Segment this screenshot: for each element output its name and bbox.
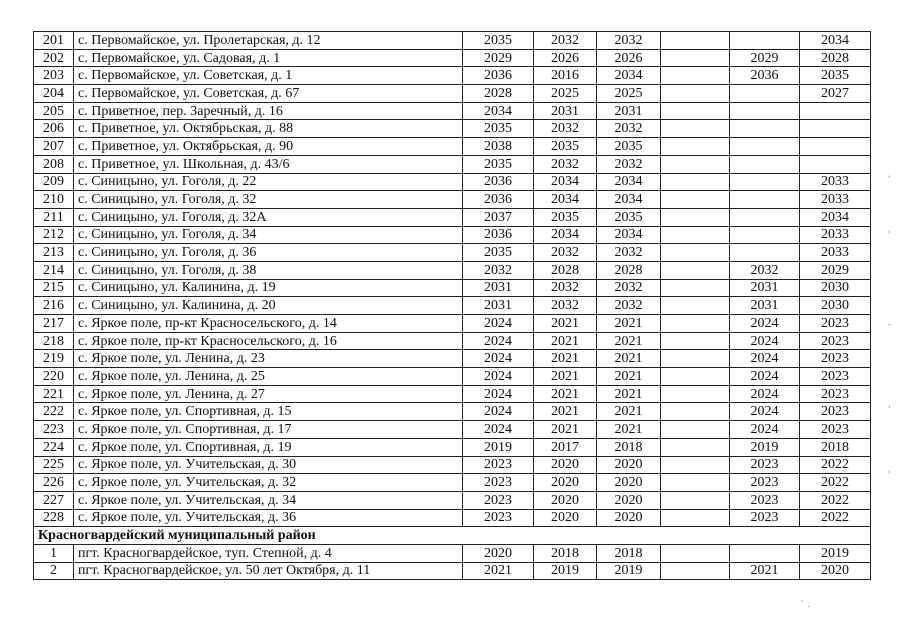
- year-cell: 2021: [534, 332, 597, 350]
- year-cell: 2018: [800, 438, 871, 456]
- year-cell: [661, 49, 730, 67]
- year-cell: 2032: [534, 32, 597, 50]
- year-cell: 2035: [463, 244, 534, 262]
- table-row: [34, 491, 871, 509]
- table-row: [34, 544, 871, 562]
- address-cell: пгт. Красногвардейское, туп. Степной, д. 4: [74, 544, 463, 562]
- year-cell: 2034: [800, 208, 871, 226]
- year-cell: [661, 315, 730, 333]
- year-cell: 2025: [534, 85, 597, 103]
- row-number: 220: [34, 368, 74, 386]
- year-cell: 2021: [534, 385, 597, 403]
- row-number: 207: [34, 138, 74, 156]
- year-cell: [730, 32, 800, 50]
- year-cell: 2021: [534, 350, 597, 368]
- year-cell: [730, 226, 800, 244]
- address-cell: с. Синицыно, ул. Гоголя, д. 34: [74, 226, 463, 244]
- year-cell: 2022: [800, 509, 871, 527]
- row-number: 202: [34, 49, 74, 67]
- year-cell: [661, 421, 730, 439]
- address-cell: с. Яркое поле, ул. Учительская, д. 34: [74, 491, 463, 509]
- address-cell: с. Яркое поле, ул. Ленина, д. 27: [74, 385, 463, 403]
- year-cell: 2019: [800, 544, 871, 562]
- table-row: [34, 385, 871, 403]
- year-cell: 2017: [534, 438, 597, 456]
- year-cell: [661, 155, 730, 173]
- scan-mark: ': [888, 230, 891, 240]
- year-cell: 2033: [800, 244, 871, 262]
- year-cell: 2034: [597, 226, 661, 244]
- year-cell: 2023: [800, 403, 871, 421]
- address-cell: с. Приветное, ул. Школьная, д. 43/6: [74, 155, 463, 173]
- year-cell: 2027: [800, 85, 871, 103]
- year-cell: 2024: [463, 350, 534, 368]
- year-cell: 2023: [800, 421, 871, 439]
- year-cell: 2031: [597, 102, 661, 120]
- address-cell: с. Синицыно, ул. Гоголя, д. 32: [74, 191, 463, 209]
- year-cell: 2029: [463, 49, 534, 67]
- year-cell: 2020: [463, 544, 534, 562]
- row-number: 211: [34, 208, 74, 226]
- year-cell: 2024: [463, 368, 534, 386]
- year-cell: 2034: [534, 226, 597, 244]
- table-row: [34, 155, 871, 173]
- year-cell: 2023: [800, 385, 871, 403]
- row-number: 2: [34, 562, 74, 580]
- year-cell: [730, 120, 800, 138]
- year-cell: [661, 102, 730, 120]
- year-cell: 2032: [463, 261, 534, 279]
- table-row: [34, 102, 871, 120]
- table-row: [34, 32, 871, 50]
- section-title: Красногвардейский муниципальный район: [34, 527, 871, 545]
- table-row: [34, 261, 871, 279]
- year-cell: [730, 102, 800, 120]
- address-cell: с. Первомайское, ул. Советская, д. 67: [74, 85, 463, 103]
- year-cell: 2020: [597, 474, 661, 492]
- table-row: [34, 474, 871, 492]
- year-cell: [661, 173, 730, 191]
- table-row: [34, 85, 871, 103]
- row-number: 221: [34, 385, 74, 403]
- year-cell: 2023: [730, 509, 800, 527]
- year-cell: 2024: [730, 332, 800, 350]
- year-cell: 2020: [800, 562, 871, 580]
- year-cell: [661, 474, 730, 492]
- year-cell: [661, 85, 730, 103]
- year-cell: [661, 491, 730, 509]
- year-cell: 2023: [800, 315, 871, 333]
- address-cell: с. Яркое поле, ул. Ленина, д. 23: [74, 350, 463, 368]
- year-cell: 2019: [534, 562, 597, 580]
- row-number: 209: [34, 173, 74, 191]
- address-cell: пгт. Красногвардейское, ул. 50 лет Октября, д. 11: [74, 562, 463, 580]
- year-cell: 2020: [534, 491, 597, 509]
- year-cell: 2023: [730, 474, 800, 492]
- year-cell: [730, 208, 800, 226]
- address-cell: с. Синицыно, ул. Калинина, д. 19: [74, 279, 463, 297]
- row-number: 227: [34, 491, 74, 509]
- table-row: [34, 138, 871, 156]
- year-cell: 2035: [463, 32, 534, 50]
- scan-mark: ': [888, 175, 891, 185]
- year-cell: 2035: [463, 120, 534, 138]
- year-cell: 2023: [463, 491, 534, 509]
- year-cell: 2024: [730, 350, 800, 368]
- section-header-row: [34, 527, 871, 545]
- year-cell: 2036: [463, 226, 534, 244]
- year-cell: 2020: [534, 509, 597, 527]
- year-cell: 2034: [597, 173, 661, 191]
- year-cell: 2018: [534, 544, 597, 562]
- year-cell: [661, 138, 730, 156]
- year-cell: 2020: [534, 456, 597, 474]
- year-cell: 2019: [597, 562, 661, 580]
- year-cell: 2021: [534, 403, 597, 421]
- year-cell: 2021: [597, 332, 661, 350]
- row-number: 214: [34, 261, 74, 279]
- row-number: 218: [34, 332, 74, 350]
- year-cell: [661, 261, 730, 279]
- table-row: [34, 191, 871, 209]
- year-cell: 2023: [463, 474, 534, 492]
- year-cell: 2030: [800, 279, 871, 297]
- table-row: [34, 332, 871, 350]
- year-cell: 2034: [597, 191, 661, 209]
- year-cell: [661, 297, 730, 315]
- year-cell: 2023: [800, 368, 871, 386]
- year-cell: 2021: [534, 421, 597, 439]
- year-cell: [661, 244, 730, 262]
- row-number: 212: [34, 226, 74, 244]
- address-cell: с. Яркое поле, ул. Ленина, д. 25: [74, 368, 463, 386]
- address-cell: с. Яркое поле, пр-кт Красносельского, д. 14: [74, 315, 463, 333]
- year-cell: 2022: [800, 456, 871, 474]
- year-cell: [661, 350, 730, 368]
- year-cell: 2026: [597, 49, 661, 67]
- year-cell: 2021: [534, 315, 597, 333]
- year-cell: [661, 332, 730, 350]
- row-number: 213: [34, 244, 74, 262]
- year-cell: 2028: [534, 261, 597, 279]
- table-row: [34, 562, 871, 580]
- year-cell: 2031: [534, 102, 597, 120]
- row-number: 201: [34, 32, 74, 50]
- row-number: 210: [34, 191, 74, 209]
- year-cell: 2024: [463, 332, 534, 350]
- year-cell: 2021: [597, 315, 661, 333]
- year-cell: 2033: [800, 173, 871, 191]
- year-cell: 2034: [597, 67, 661, 85]
- year-cell: 2034: [534, 191, 597, 209]
- year-cell: 2019: [463, 438, 534, 456]
- table-row: [34, 368, 871, 386]
- table-row: [34, 403, 871, 421]
- year-cell: 2020: [597, 509, 661, 527]
- row-number: 219: [34, 350, 74, 368]
- year-cell: 2028: [597, 261, 661, 279]
- year-cell: [661, 208, 730, 226]
- year-cell: 2021: [597, 350, 661, 368]
- year-cell: [661, 403, 730, 421]
- address-cell: с. Синицыно, ул. Гоголя, д. 32А: [74, 208, 463, 226]
- table-row: [34, 279, 871, 297]
- row-number: 206: [34, 120, 74, 138]
- year-cell: 2024: [730, 403, 800, 421]
- year-cell: 2035: [800, 67, 871, 85]
- year-cell: 2024: [463, 385, 534, 403]
- year-cell: [730, 191, 800, 209]
- year-cell: 2031: [463, 297, 534, 315]
- year-cell: 2019: [730, 438, 800, 456]
- year-cell: 2032: [597, 297, 661, 315]
- year-cell: [730, 155, 800, 173]
- address-cell: с. Яркое поле, ул. Спортивная, д. 15: [74, 403, 463, 421]
- year-cell: 2022: [800, 491, 871, 509]
- year-cell: [730, 244, 800, 262]
- year-cell: [730, 173, 800, 191]
- year-cell: 2024: [463, 315, 534, 333]
- row-number: 215: [34, 279, 74, 297]
- row-number: 1: [34, 544, 74, 562]
- year-cell: 2032: [597, 244, 661, 262]
- table-row: [34, 67, 871, 85]
- year-cell: [800, 138, 871, 156]
- year-cell: [800, 120, 871, 138]
- row-number: 216: [34, 297, 74, 315]
- year-cell: 2031: [463, 279, 534, 297]
- table-row: [34, 208, 871, 226]
- table-row: [34, 120, 871, 138]
- row-number: 224: [34, 438, 74, 456]
- year-cell: 2024: [463, 421, 534, 439]
- address-cell: с. Приветное, ул. Октябрьская, д. 88: [74, 120, 463, 138]
- table-row: [34, 173, 871, 191]
- year-cell: [800, 102, 871, 120]
- year-cell: [661, 120, 730, 138]
- address-cell: с. Первомайское, ул. Советская, д. 1: [74, 67, 463, 85]
- year-cell: 2032: [597, 120, 661, 138]
- year-cell: 2018: [597, 544, 661, 562]
- year-cell: 2030: [800, 297, 871, 315]
- table-row: [34, 456, 871, 474]
- row-number: 208: [34, 155, 74, 173]
- year-cell: 2033: [800, 226, 871, 244]
- year-cell: 2024: [730, 315, 800, 333]
- year-cell: 2035: [534, 208, 597, 226]
- year-cell: 2021: [597, 368, 661, 386]
- row-number: 205: [34, 102, 74, 120]
- year-cell: 2031: [730, 279, 800, 297]
- year-cell: [661, 438, 730, 456]
- row-number: 225: [34, 456, 74, 474]
- year-cell: 2024: [730, 385, 800, 403]
- year-cell: [661, 368, 730, 386]
- year-cell: 2036: [463, 173, 534, 191]
- year-cell: 2023: [800, 332, 871, 350]
- address-cell: с. Яркое поле, ул. Спортивная, д. 17: [74, 421, 463, 439]
- row-number: 222: [34, 403, 74, 421]
- table-row: [34, 49, 871, 67]
- year-cell: 2032: [597, 279, 661, 297]
- scan-mark: -: [888, 320, 892, 330]
- year-cell: 2036: [463, 191, 534, 209]
- year-cell: 2023: [730, 491, 800, 509]
- row-number: 223: [34, 421, 74, 439]
- year-cell: 2023: [800, 350, 871, 368]
- address-cell: с. Яркое поле, ул. Учительская, д. 32: [74, 474, 463, 492]
- row-number: 217: [34, 315, 74, 333]
- year-cell: 2021: [597, 385, 661, 403]
- address-cell: с. Яркое поле, ул. Учительская, д. 30: [74, 456, 463, 474]
- year-cell: [730, 138, 800, 156]
- year-cell: [661, 456, 730, 474]
- year-cell: 2035: [597, 138, 661, 156]
- year-cell: 2021: [534, 368, 597, 386]
- year-cell: 2032: [597, 32, 661, 50]
- year-cell: 2034: [534, 173, 597, 191]
- year-cell: 2032: [534, 155, 597, 173]
- table-row: [34, 297, 871, 315]
- table-row: [34, 509, 871, 527]
- year-cell: [661, 385, 730, 403]
- year-cell: 2032: [730, 261, 800, 279]
- year-cell: 2033: [800, 191, 871, 209]
- year-cell: 2023: [730, 456, 800, 474]
- address-cell: с. Синицыно, ул. Гоголя, д. 38: [74, 261, 463, 279]
- year-cell: 2032: [534, 297, 597, 315]
- year-cell: 2032: [597, 155, 661, 173]
- table-row: [34, 350, 871, 368]
- table-row: [34, 244, 871, 262]
- year-cell: [661, 32, 730, 50]
- year-cell: 2021: [730, 562, 800, 580]
- year-cell: 2022: [800, 474, 871, 492]
- year-cell: 2029: [730, 49, 800, 67]
- year-cell: 2038: [463, 138, 534, 156]
- year-cell: [661, 226, 730, 244]
- address-cell: с. Синицыно, ул. Гоголя, д. 36: [74, 244, 463, 262]
- scan-mark: ': [888, 405, 891, 415]
- address-cell: с. Приветное, пер. Заречный, д. 16: [74, 102, 463, 120]
- table-row: [34, 438, 871, 456]
- year-cell: [661, 544, 730, 562]
- year-cell: 2037: [463, 208, 534, 226]
- row-number: 228: [34, 509, 74, 527]
- year-cell: 2023: [463, 456, 534, 474]
- year-cell: 2032: [534, 244, 597, 262]
- year-cell: 2036: [730, 67, 800, 85]
- address-cell: с. Яркое поле, ул. Спортивная, д. 19: [74, 438, 463, 456]
- year-cell: 2032: [534, 120, 597, 138]
- year-cell: 2035: [534, 138, 597, 156]
- year-cell: 2029: [800, 261, 871, 279]
- year-cell: 2032: [534, 279, 597, 297]
- year-cell: 2035: [597, 208, 661, 226]
- year-cell: 2024: [730, 368, 800, 386]
- year-cell: 2020: [597, 491, 661, 509]
- year-cell: 2023: [463, 509, 534, 527]
- table-row: [34, 421, 871, 439]
- address-cell: с. Первомайское, ул. Садовая, д. 1: [74, 49, 463, 67]
- year-cell: [661, 562, 730, 580]
- year-cell: 2026: [534, 49, 597, 67]
- year-cell: [730, 85, 800, 103]
- year-cell: [661, 509, 730, 527]
- row-number: 204: [34, 85, 74, 103]
- address-cell: с. Яркое поле, пр-кт Красносельского, д. 16: [74, 332, 463, 350]
- year-cell: 2020: [597, 456, 661, 474]
- year-cell: 2024: [730, 421, 800, 439]
- year-cell: 2034: [463, 102, 534, 120]
- year-cell: 2018: [597, 438, 661, 456]
- year-cell: 2025: [597, 85, 661, 103]
- year-cell: 2021: [597, 403, 661, 421]
- table-row: [34, 226, 871, 244]
- year-cell: 2031: [730, 297, 800, 315]
- address-cell: с. Первомайское, ул. Пролетарская, д. 12: [74, 32, 463, 50]
- scan-mark: ': [888, 470, 891, 480]
- table-body: [34, 32, 871, 580]
- address-cell: с. Яркое поле, ул. Учительская, д. 36: [74, 509, 463, 527]
- year-cell: [800, 155, 871, 173]
- year-cell: [661, 279, 730, 297]
- year-cell: 2016: [534, 67, 597, 85]
- housing-schedule-table: [33, 31, 871, 580]
- year-cell: 2028: [800, 49, 871, 67]
- year-cell: 2028: [463, 85, 534, 103]
- year-cell: 2021: [597, 421, 661, 439]
- year-cell: 2034: [800, 32, 871, 50]
- row-number: 203: [34, 67, 74, 85]
- year-cell: [730, 544, 800, 562]
- year-cell: 2035: [463, 155, 534, 173]
- address-cell: с. Приветное, ул. Октябрьская, д. 90: [74, 138, 463, 156]
- address-cell: с. Синицыно, ул. Гоголя, д. 22: [74, 173, 463, 191]
- scan-mark: ` .: [800, 600, 811, 610]
- year-cell: 2020: [534, 474, 597, 492]
- year-cell: 2021: [463, 562, 534, 580]
- table-row: [34, 315, 871, 333]
- year-cell: 2024: [463, 403, 534, 421]
- year-cell: [661, 191, 730, 209]
- year-cell: 2036: [463, 67, 534, 85]
- year-cell: [661, 67, 730, 85]
- row-number: 226: [34, 474, 74, 492]
- address-cell: с. Синицыно, ул. Калинина, д. 20: [74, 297, 463, 315]
